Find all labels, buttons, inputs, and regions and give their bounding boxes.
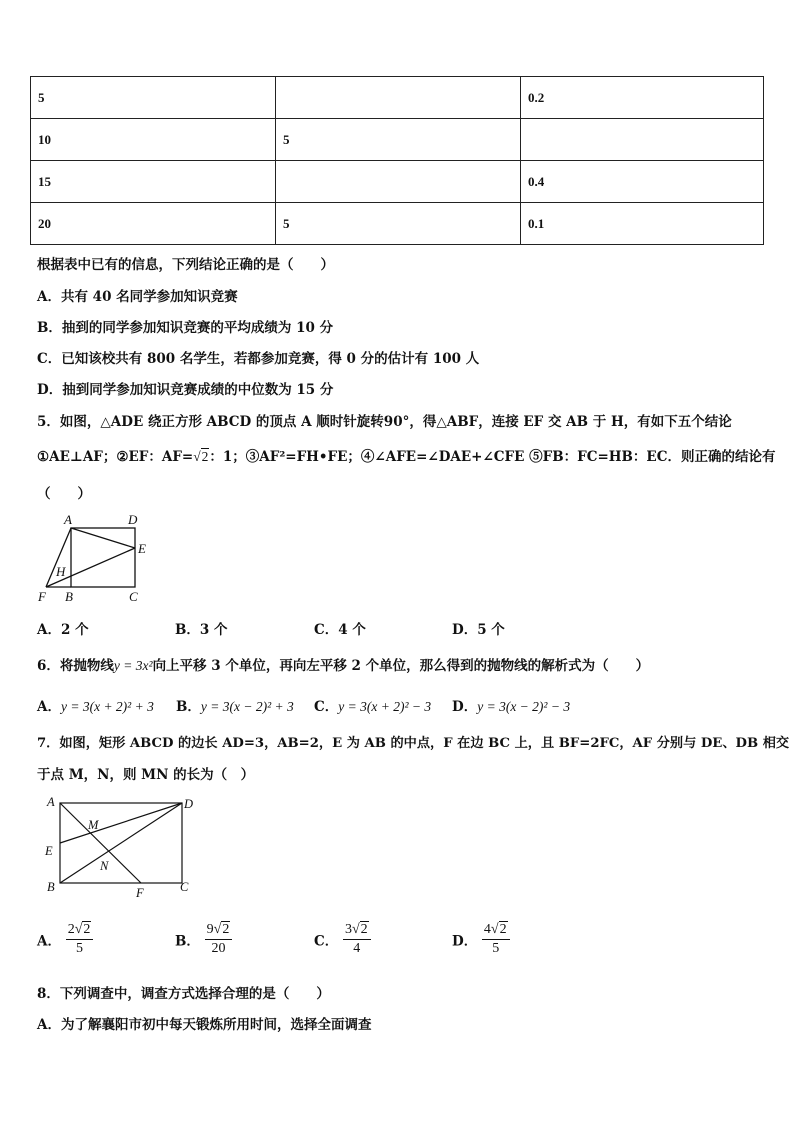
label-f: F	[38, 589, 46, 604]
radicand: 2	[83, 922, 91, 937]
denominator: 5	[492, 941, 500, 956]
frequency-table	[30, 76, 764, 245]
fraction: $\frac{3√2}{4}$	[343, 922, 371, 957]
option-label: D．	[452, 933, 478, 950]
q6-option-d[interactable]	[452, 695, 570, 715]
table-cell	[276, 161, 521, 203]
q5-figure	[34, 508, 174, 608]
radicand: 2	[222, 922, 230, 937]
table-row	[31, 161, 764, 203]
numerator-coef: 3	[344, 922, 352, 937]
square-abcd	[71, 528, 135, 587]
option-formula: y = 3(x − 2)² − 3	[477, 699, 571, 714]
q6-option-b[interactable]	[176, 695, 294, 715]
table-cell: 0.4	[521, 161, 764, 203]
table-cell: 5	[31, 77, 276, 119]
option-formula: y = 3(x + 2)² − 3	[338, 699, 432, 714]
table-cell: 0.1	[521, 203, 764, 245]
numerator-coef: 2	[67, 922, 75, 937]
q5-conclusion-part1: ①AE⊥AF；②EF：AF=	[37, 449, 194, 465]
label-c: C	[129, 589, 138, 604]
table-row	[31, 203, 764, 245]
q5-option-b[interactable]: B．3 个	[175, 622, 228, 638]
label-e: E	[45, 844, 53, 858]
q6-option-a[interactable]	[37, 695, 154, 715]
numerator-coef: 9	[206, 922, 214, 937]
table-row	[31, 77, 764, 119]
table-cell: 0.2	[521, 77, 764, 119]
radicand: 2	[360, 922, 368, 937]
denominator: 20	[211, 941, 226, 956]
table-cell: 10	[31, 119, 276, 161]
label-a: A	[47, 795, 55, 809]
q5-option-d[interactable]: D．5 个	[452, 622, 505, 638]
option-label: B．	[176, 699, 201, 715]
option-label: C．	[314, 699, 339, 715]
label-c: C	[180, 880, 189, 894]
label-a: A	[64, 512, 72, 527]
label-d: D	[128, 512, 138, 527]
denominator: 4	[353, 941, 361, 956]
table-cell: 5	[276, 203, 521, 245]
q4-option-d[interactable]: D．抽到同学参加知识竞赛成绩的中位数为 15 分	[37, 382, 334, 398]
sqrt-radicand: 2	[201, 449, 209, 464]
label-m: M	[88, 818, 99, 832]
option-label: A．	[37, 699, 61, 715]
table-cell	[276, 77, 521, 119]
q6-stem-b: 向上平移 3 个单位，再向左平移 2 个单位，那么得到的抛物线的解析式为（ ）	[152, 658, 650, 674]
q5-conclusion-part2: ：1；③AF²=FH•FE；④∠AFE=∠DAE+∠CFE ⑤FB：FC=HB：EC．则正确的结论有	[209, 449, 776, 465]
label-n: N	[100, 859, 109, 873]
q6-formula: y = 3x²	[113, 658, 153, 673]
q6-option-c[interactable]	[314, 695, 431, 715]
option-formula: y = 3(x − 2)² + 3	[200, 699, 294, 714]
fraction: $\frac{9√2}{20}$	[205, 922, 233, 957]
table-cell	[521, 119, 764, 161]
q7-stem-line2: 于点 M，N，则 MN 的长为（ ）	[37, 767, 255, 783]
radicand: 2	[499, 922, 507, 937]
option-formula: y = 3(x + 2)² + 3	[60, 699, 154, 714]
q4-option-b[interactable]: B．抽到的同学参加知识竞赛的平均成绩为 10 分	[37, 320, 334, 336]
numerator-coef: 4	[483, 922, 491, 937]
q8-stem: 8．下列调查中，调查方式选择合理的是（ ）	[37, 986, 330, 1002]
q5-conclusions	[37, 445, 775, 465]
q4-option-a[interactable]: A．共有 40 名同学参加知识竞赛	[37, 289, 238, 305]
segment-ae	[71, 528, 135, 548]
label-b: B	[65, 589, 73, 604]
q4-stem: 根据表中已有的信息，下列结论正确的是（ ）	[37, 257, 334, 273]
segment-bd	[60, 803, 182, 883]
option-label: C．	[314, 933, 339, 950]
q7-option-d[interactable]	[452, 922, 510, 957]
q7-figure	[40, 792, 200, 902]
label-e: E	[138, 541, 146, 556]
option-label: D．	[452, 699, 478, 715]
table-cell: 5	[276, 119, 521, 161]
fraction: $\frac{2√2}{5}$	[66, 922, 94, 957]
denominator: 5	[76, 941, 84, 956]
q5-answer-paren: （ ）	[37, 486, 91, 502]
q8-option-a[interactable]: A．为了解襄阳市初中每天锻炼所用时间，选择全面调查	[37, 1017, 372, 1033]
option-label: B．	[175, 933, 200, 950]
q4-option-c[interactable]: C．已知该校共有 800 名学生，若都参加竞赛，得 0 分的估计有 100 人	[37, 351, 480, 367]
table-row	[31, 119, 764, 161]
sqrt-two: √2	[193, 449, 209, 464]
q6-stem-a: 6．将抛物线	[37, 658, 114, 674]
label-b: B	[47, 880, 55, 894]
q7-option-c[interactable]	[314, 922, 371, 957]
q5-option-a[interactable]: A．2 个	[37, 622, 89, 638]
q7-option-b[interactable]	[175, 922, 232, 957]
label-f: F	[136, 886, 144, 900]
q5-stem: 5．如图，△ADE 绕正方形 ABCD 的顶点 A 顺时针旋转90°，得△ABF，连接 EF 交 AB 于 H，有如下五个结论	[37, 414, 732, 430]
q7-option-a[interactable]	[37, 922, 93, 957]
q7-stem-line1: 7．如图，矩形 ABCD 的边长 AD=3，AB=2，E 为 AB 的中点，F 在边 BC 上，且 BF=2FC，AF 分别与 DE、DB 相交	[37, 736, 790, 751]
label-h: H	[56, 564, 66, 579]
table-cell: 20	[31, 203, 276, 245]
table-cell: 15	[31, 161, 276, 203]
label-d: D	[184, 797, 194, 811]
q5-option-c[interactable]: C．4 个	[314, 622, 366, 638]
segment-ed	[60, 803, 182, 843]
q6-stem	[37, 654, 649, 674]
option-label: A．	[37, 933, 61, 950]
fraction: $\frac{4√2}{5}$	[482, 922, 510, 957]
